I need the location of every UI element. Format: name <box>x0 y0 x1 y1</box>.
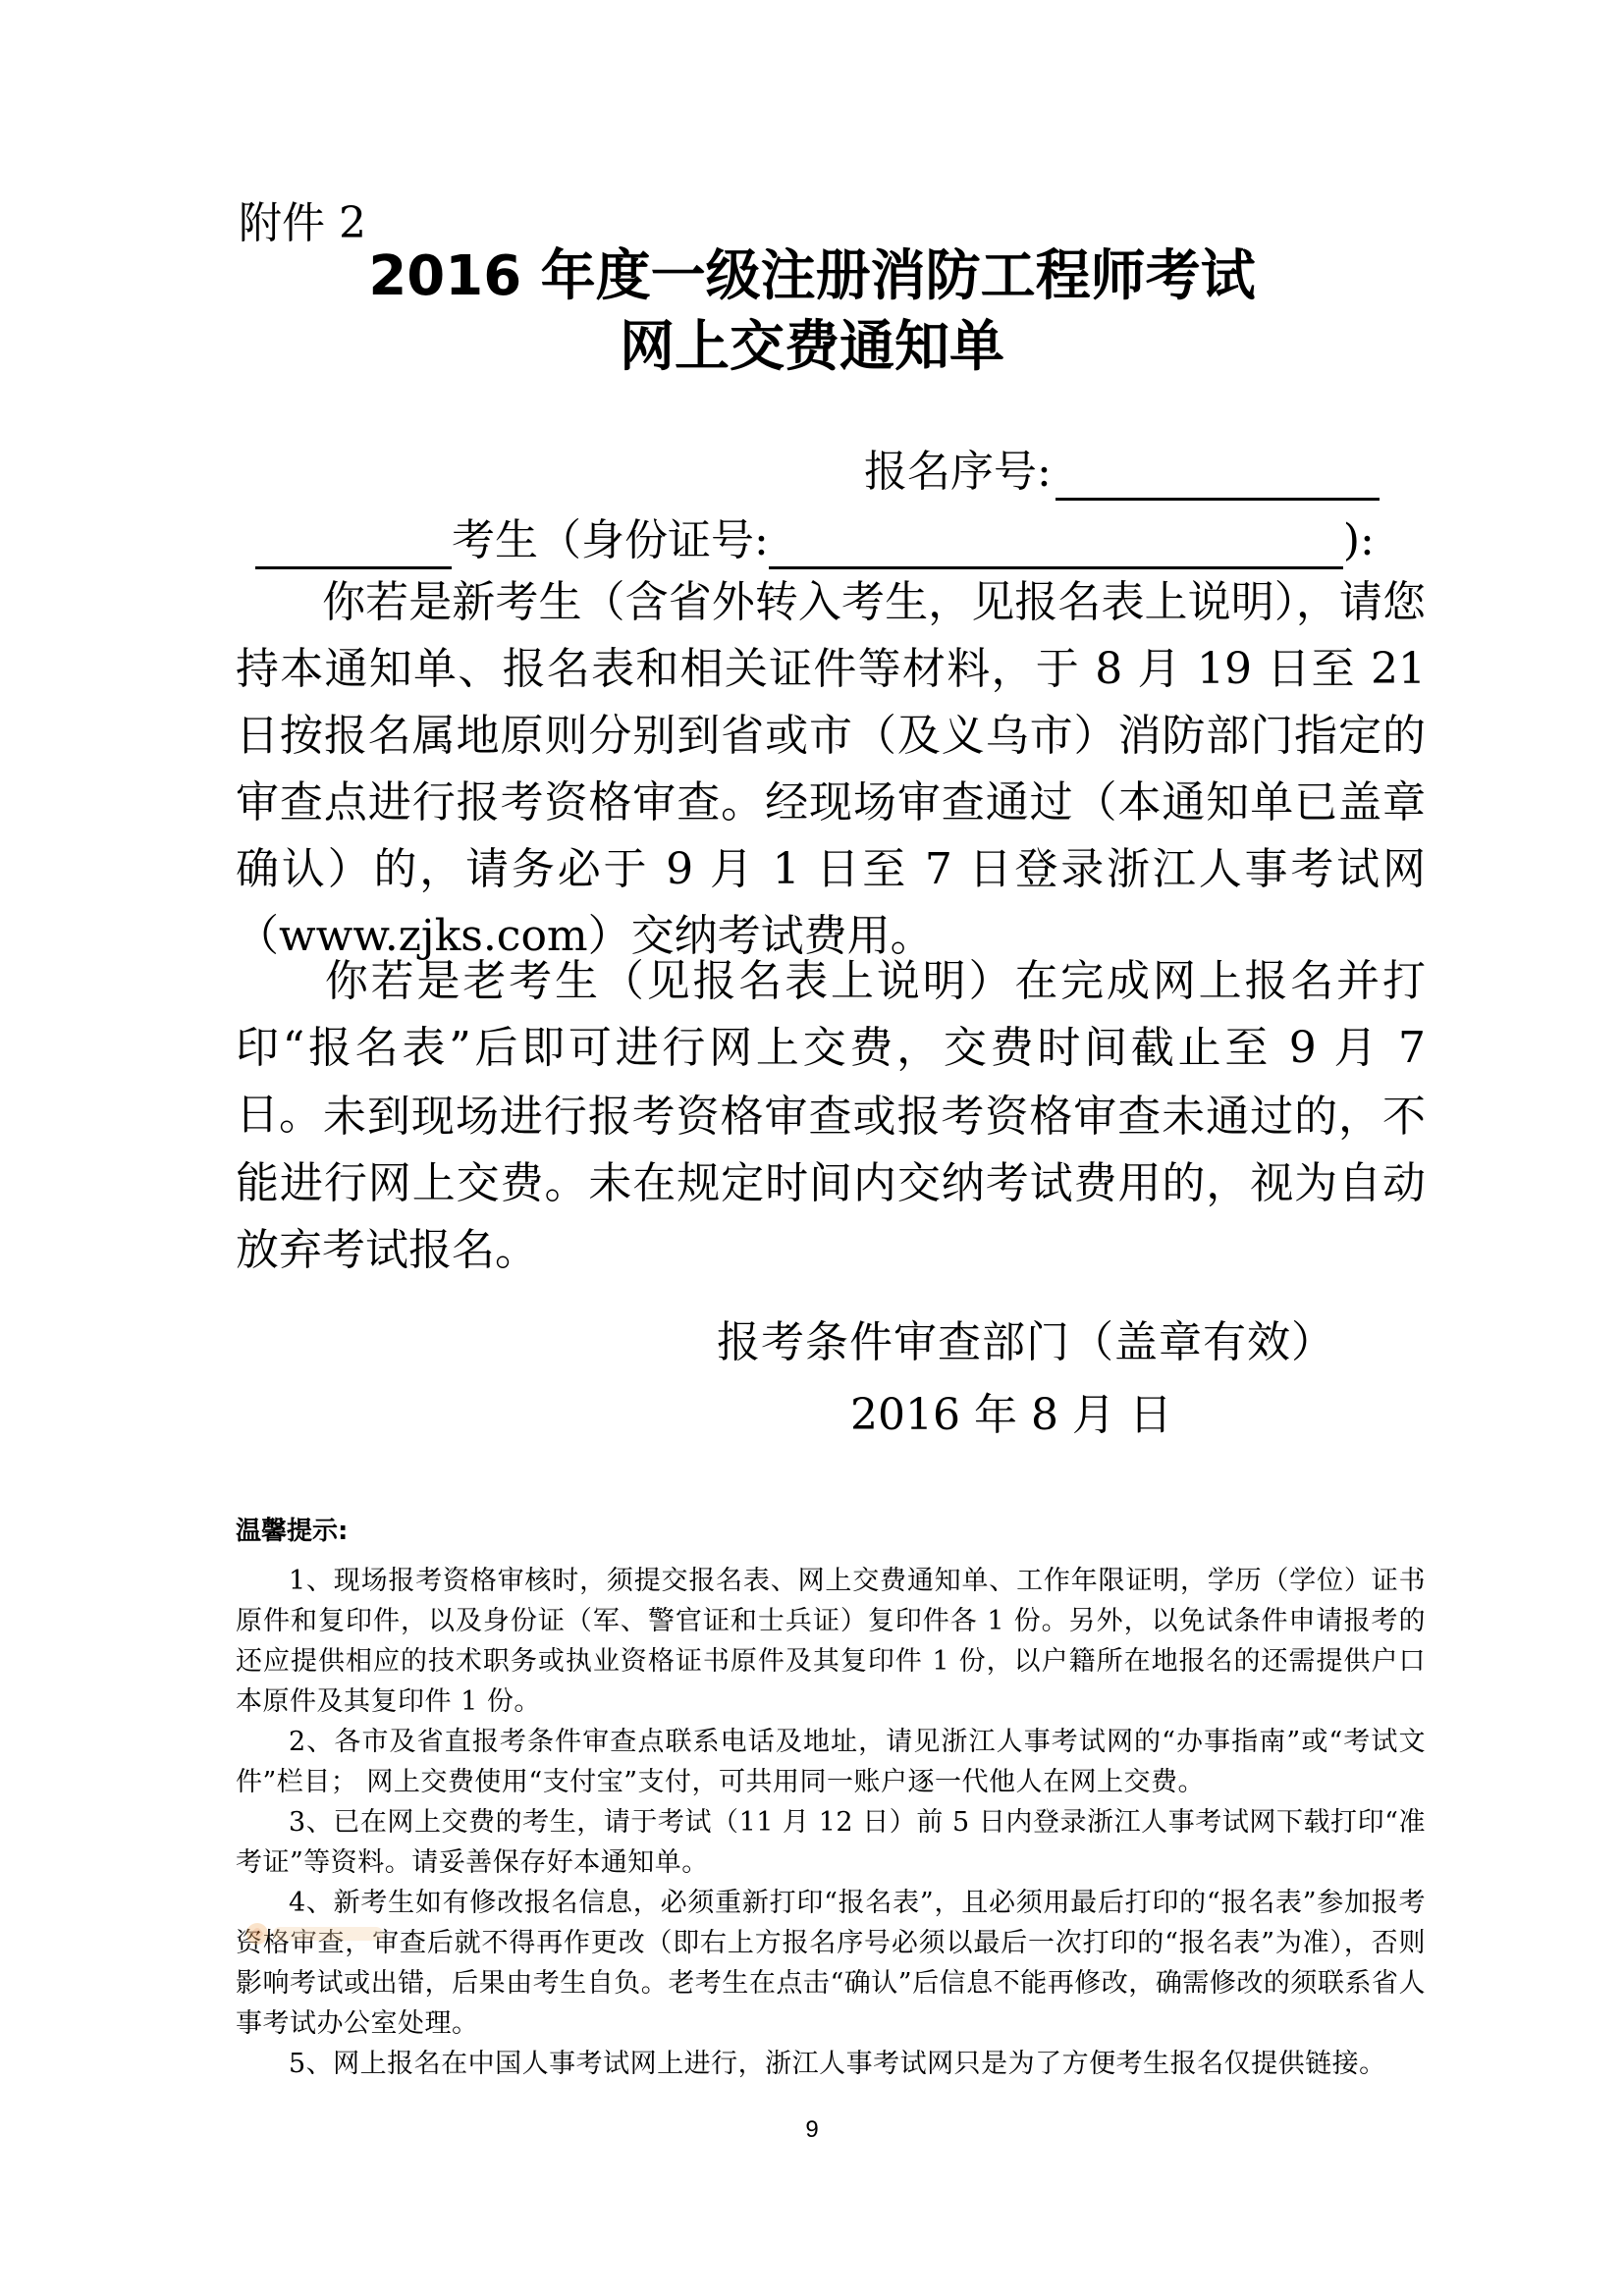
body-paragraph-1-text: 你若是新考生（含省外转入考生，见报名表上说明），请您持本通知单、报名表和相关证件等材料，于 8 月 19 日至 21 日按报名属地原则分别到省或市（及义乌市）消防部门指定的审查点进行报考资格审查。经现场审查通过（本通知单已盖章确认）的，请务必于 9 月 1 日至 7 日登录浙江人事考试网（www.zjks.com）交纳考试费用。 <box>236 577 1426 961</box>
candidate-id-label: 考生（身份证号: <box>452 515 769 565</box>
tip-item-text: 1、现场报考资格审核时，须提交报名表、网上交费通知单、工作年限证明，学历（学位）证书原件和复印件，以及身份证（军、警官证和士兵证）复印件各 1 份。另外，以免试条件申请报考的还应提供相应的技术职务或执业资格证书原件及其复印件 1 份，以户籍所在地报名的还需提供户口本原件及其复印件 1 份。 <box>236 1566 1426 1717</box>
tip-item <box>236 1802 1426 1883</box>
body-paragraph-3 <box>236 1084 1426 1284</box>
registration-number-field <box>864 444 1380 501</box>
signature-date: 2016 年 8 月 日 <box>850 1390 1172 1440</box>
tips-heading: 温馨提示: <box>236 1517 349 1546</box>
document-title-line2: 网上交费通知单 <box>620 315 1004 379</box>
tip-item <box>236 1883 1426 2044</box>
watermark-logo <box>244 1914 391 1953</box>
registration-number-blank <box>1056 453 1380 501</box>
body-paragraph-2-text: 你若是老考生（见报名表上说明）在完成网上报名并打印“报名表”后即可进行网上交费，交费时间截止至 9 月 7 日。 <box>236 956 1426 1140</box>
tip-item-text: 4、新考生如有修改报名信息，必须重新打印“报名表”，且必须用最后打印的“报名表”参加报考资格审查，审查后就不得再作更改（即右上方报名序号必须以最后一次打印的“报名表”为准），否则影响考试或出错，后果由考生自负。老考生在点击“确认”后信息不能再修改，确需修改的须联系省人事考试办公室处理。 <box>236 1888 1426 2039</box>
candidate-id-blank <box>769 521 1343 569</box>
tip-item <box>236 1722 1426 1802</box>
page-number: 9 <box>805 2116 819 2143</box>
attachment-label: 附件 2 <box>239 198 366 248</box>
document-title-line1: 2016 年度一级注册消防工程师考试 <box>368 244 1256 308</box>
tip-item <box>236 2044 1426 2084</box>
body-paragraph-1 <box>236 569 1426 970</box>
tips-list <box>236 1561 1426 2084</box>
tip-item <box>236 1561 1426 1722</box>
candidate-id-field <box>255 512 1375 569</box>
signature-department: 报考条件审查部门（盖章有效） <box>717 1317 1335 1367</box>
body-paragraph-3-text: 未到现场进行报考资格审查或报考资格审查未通过的，不能进行网上交费。未在规定时间内交纳考试费用的，视为自动放弃考试报名。 <box>236 1092 1426 1275</box>
candidate-id-close: ): <box>1342 515 1375 565</box>
candidate-name-blank <box>255 521 452 569</box>
tip-item-text: 5、网上报名在中国人事考试网上进行，浙江人事考试网只是为了方便考生报名仅提供链接。 <box>289 2049 1386 2079</box>
tip-item-text: 2、各市及省直报考条件审查点联系电话及地址，请见浙江人事考试网的“办事指南”或“考试文件”栏目； 网上交费使用“支付宝”支付，可共用同一账户逐一代他人在网上交费。 <box>236 1727 1426 1797</box>
registration-number-label: 报名序号: <box>864 447 1052 497</box>
tip-item-text: 3、已在网上交费的考生，请于考试（11 月 12 日）前 5 日内登录浙江人事考试网下载打印“准考证”等资料。请妥善保存好本通知单。 <box>236 1807 1426 1878</box>
